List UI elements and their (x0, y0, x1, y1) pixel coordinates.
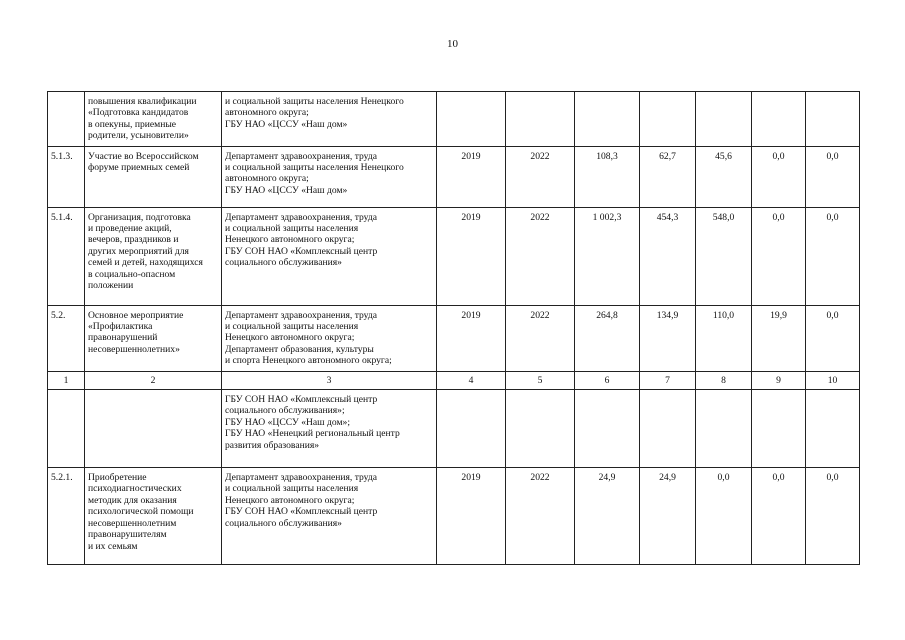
header-cell: 10 (806, 371, 860, 389)
column-number-header (48, 371, 860, 389)
start-year: 2019 (437, 146, 506, 207)
end-year (506, 92, 575, 147)
header-row (48, 371, 860, 389)
activity-name: Участие во Всероссийском форуме приемных семей (85, 146, 222, 207)
end-year: 2022 (506, 468, 575, 565)
executors: Департамент здравоохранения, труда и социальной защиты населения Ненецкого автономного округа; ГБУ СОН НАО «Комплексный центр социального обслуживания» (222, 468, 437, 565)
amount-col-7: 454,3 (640, 207, 696, 305)
total-amount (575, 390, 640, 468)
amount-col-7 (640, 92, 696, 147)
table-row (48, 92, 860, 147)
executors: Департамент здравоохранения, труда и социальной защиты населения Ненецкого автономного округа; Департамент образования, культуры и спорта Ненецкого автономного округа; (222, 305, 437, 371)
amount-col-8 (696, 390, 752, 468)
header-cell: 1 (48, 371, 85, 389)
amount-col-9: 0,0 (752, 207, 806, 305)
row-number (48, 92, 85, 147)
amount-col-7: 24,9 (640, 468, 696, 565)
amount-col-10: 0,0 (806, 468, 860, 565)
row-number: 5.2.1. (48, 468, 85, 565)
table-row (48, 207, 860, 305)
program-table (47, 91, 860, 565)
activity-name: Приобретение психодиагностических методик для оказания психологической помощи несовершеннолетним правонарушителям и их семьям (85, 468, 222, 565)
amount-col-8 (696, 92, 752, 147)
start-year (437, 92, 506, 147)
header-cell: 9 (752, 371, 806, 389)
total-amount (575, 92, 640, 147)
page-number: 10 (447, 38, 458, 50)
activity-name: Основное мероприятие «Профилактика правонарушений несовершеннолетних» (85, 305, 222, 371)
total-amount: 108,3 (575, 146, 640, 207)
header-cell: 2 (85, 371, 222, 389)
header-cell: 5 (506, 371, 575, 389)
row-number: 5.1.4. (48, 207, 85, 305)
row-number: 5.2. (48, 305, 85, 371)
table-row (48, 146, 860, 207)
header-cell: 3 (222, 371, 437, 389)
amount-col-10 (806, 92, 860, 147)
amount-col-10: 0,0 (806, 305, 860, 371)
total-amount: 1 002,3 (575, 207, 640, 305)
total-amount: 264,8 (575, 305, 640, 371)
start-year: 2019 (437, 468, 506, 565)
table-row (48, 305, 860, 371)
header-cell: 6 (575, 371, 640, 389)
amount-col-8: 45,6 (696, 146, 752, 207)
row-number (48, 390, 85, 468)
header-cell: 4 (437, 371, 506, 389)
header-cell: 7 (640, 371, 696, 389)
amount-col-9: 0,0 (752, 146, 806, 207)
start-year: 2019 (437, 305, 506, 371)
amount-col-10 (806, 390, 860, 468)
executors: Департамент здравоохранения, труда и социальной защиты населения Ненецкого автономного округа; ГБУ СОН НАО «Комплексный центр социального обслуживания» (222, 207, 437, 305)
rows-before-header (48, 92, 860, 372)
start-year: 2019 (437, 207, 506, 305)
table-row (48, 468, 860, 565)
amount-col-10: 0,0 (806, 207, 860, 305)
amount-col-7 (640, 390, 696, 468)
total-amount: 24,9 (575, 468, 640, 565)
amount-col-8: 0,0 (696, 468, 752, 565)
start-year (437, 390, 506, 468)
end-year: 2022 (506, 146, 575, 207)
end-year (506, 390, 575, 468)
amount-col-10: 0,0 (806, 146, 860, 207)
activity-name: повышения квалификации «Подготовка кандидатов в опекуны, приемные родители, усыновители» (85, 92, 222, 147)
amount-col-9: 0,0 (752, 468, 806, 565)
rows-after-header (48, 390, 860, 565)
executors: Департамент здравоохранения, труда и социальной защиты населения Ненецкого автономного округа; ГБУ НАО «ЦССУ «Наш дом» (222, 146, 437, 207)
activity-name (85, 390, 222, 468)
header-cell: 8 (696, 371, 752, 389)
amount-col-9: 19,9 (752, 305, 806, 371)
end-year: 2022 (506, 305, 575, 371)
table-row (48, 390, 860, 468)
executors: и социальной защиты населения Ненецкого автономного округа; ГБУ НАО «ЦССУ «Наш дом» (222, 92, 437, 147)
amount-col-8: 110,0 (696, 305, 752, 371)
row-number: 5.1.3. (48, 146, 85, 207)
executors: ГБУ СОН НАО «Комплексный центр социального обслуживания»; ГБУ НАО «ЦССУ «Наш дом»; ГБУ НАО «Ненецкий региональный центр развития образования» (222, 390, 437, 468)
activity-name: Организация, подготовка и проведение акций, вечеров, праздников и других мероприятий для семей и детей, находящихся в социально-опасном положении (85, 207, 222, 305)
amount-col-8: 548,0 (696, 207, 752, 305)
amount-col-7: 134,9 (640, 305, 696, 371)
amount-col-7: 62,7 (640, 146, 696, 207)
amount-col-9 (752, 92, 806, 147)
end-year: 2022 (506, 207, 575, 305)
amount-col-9 (752, 390, 806, 468)
